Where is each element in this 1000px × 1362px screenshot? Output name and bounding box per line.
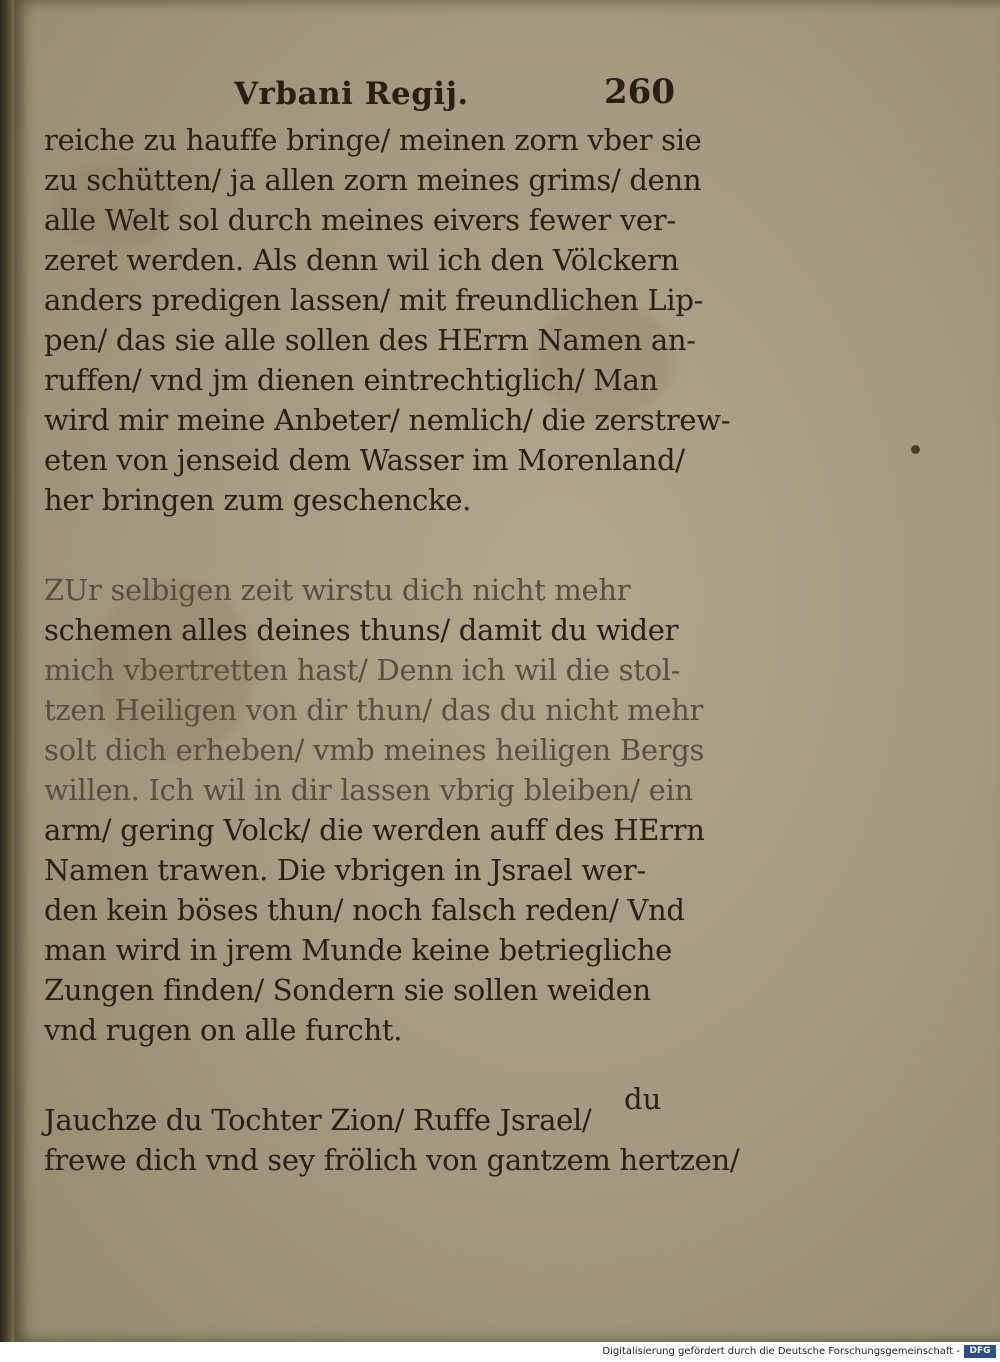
text-line: eten von jenseid dem Wasser im Morenland/ (44, 443, 685, 477)
text-line: man wird in jrem Munde keine betriegliche (44, 933, 672, 967)
text-line: anders predigen lassen/ mit freundlichen Lip- (44, 283, 704, 317)
text-line: Jauchze du Tochter Zion/ Ruffe Jsrael/ (44, 1103, 592, 1137)
page-text (44, 70, 740, 1180)
text-line: reiche zu hauffe bringe/ meinen zorn vber sie (44, 123, 702, 157)
ink-dot (911, 445, 920, 454)
paragraph-3 (44, 1100, 740, 1180)
text-line: zeret werden. Als denn wil ich den Völckern (44, 243, 679, 277)
text-line: arm/ gering Volck/ die werden auff des HErrn (44, 813, 705, 847)
text-line: solt dich erheben/ vmb meines heiligen Bergs (44, 733, 705, 767)
running-head: Vrbani Regij. (234, 76, 469, 112)
text-line: Zungen finden/ Sondern sie sollen weiden (44, 973, 651, 1007)
text-line: schemen alles deines thuns/ damit du wider (44, 613, 679, 647)
paragraph-2 (44, 570, 704, 1050)
text-line: tzen Heiligen von dir thun/ das du nicht mehr (44, 693, 704, 727)
text-line: Namen trawen. Die vbrigen in Jsrael wer- (44, 853, 646, 887)
text-line: her bringen zum geschencke. (44, 483, 472, 517)
text-line: ZUr selbigen zeit wirstu dich nicht mehr (44, 573, 631, 607)
catchword: du (624, 1082, 662, 1116)
text-line: mich vbertretten hast/ Denn ich wil die stol- (44, 653, 681, 687)
dfg-logo: DFG (964, 1345, 996, 1358)
text-line: zu schütten/ ja allen zorn meines grims/ denn (44, 163, 702, 197)
text-line: den kein böses thun/ noch falsch reden/ Vnd (44, 893, 685, 927)
text-line: vnd rugen on alle furcht. (44, 1013, 403, 1047)
page-header (44, 70, 704, 120)
page-number: 260 (604, 72, 675, 112)
paragraph-1 (44, 120, 731, 520)
text-line: frewe dich vnd sey frölich von gantzem hertzen/ (44, 1143, 740, 1177)
funding-credit: Digitalisierung gefördert durch die Deutsche Forschungsgemeinschaft - (602, 1346, 960, 1357)
paper-page (14, 0, 1000, 1342)
text-line: alle Welt sol durch meines eivers fewer ver- (44, 203, 676, 237)
text-line: pen/ das sie alle sollen des HErrn Namen an- (44, 323, 696, 357)
text-line: wird mir meine Anbeter/ nemlich/ die zerstrew- (44, 403, 731, 437)
digitization-footer (0, 1342, 1000, 1362)
text-line: ruffen/ vnd jm dienen eintrechtiglich/ Man (44, 363, 658, 397)
text-line: willen. Ich wil in dir lassen vbrig bleiben/ ein (44, 773, 693, 807)
